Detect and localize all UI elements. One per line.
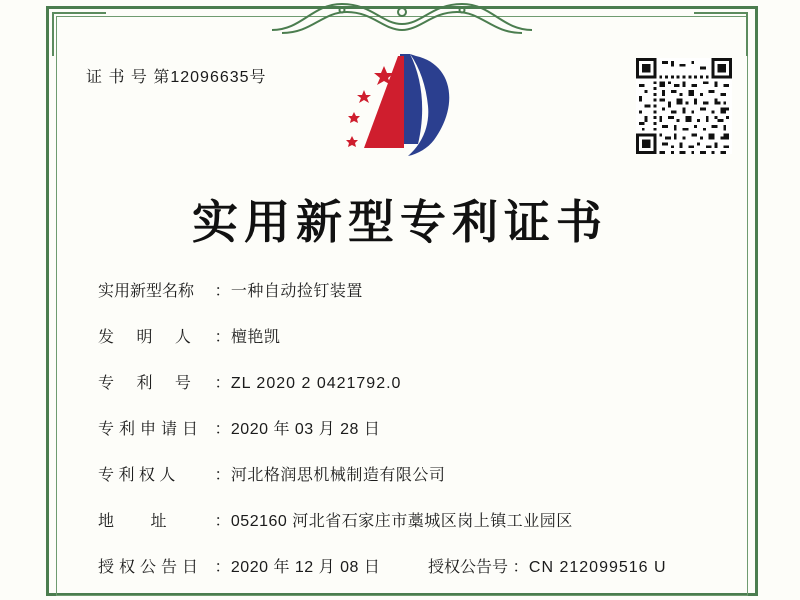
field-value: 2020 年 12 月 08 日 <box>230 559 381 576</box>
field-label: 专利申请日 <box>98 421 204 438</box>
field-colon: ： <box>214 421 231 438</box>
field-list <box>98 278 738 600</box>
grant-announcement-number <box>428 554 667 577</box>
field-colon: ： <box>214 329 231 346</box>
field-value: 一种自动捡钉装置 <box>230 283 363 300</box>
field-row-patentee <box>98 462 738 508</box>
field-label: 专 利 权 人 <box>98 467 176 484</box>
corner-ornament-top-left <box>52 12 106 56</box>
field-colon: ： <box>214 467 231 484</box>
field-row-patent-number <box>98 370 738 416</box>
field-colon: ： <box>214 375 231 392</box>
field-label: 发 明 人 <box>98 329 200 346</box>
field-colon: ： <box>214 283 231 300</box>
certificate-number-label: 证 书 号 <box>86 69 148 86</box>
field-row-address <box>98 508 738 554</box>
field-value: 052160 河北省石家庄市藁城区岗上镇工业园区 <box>230 513 573 530</box>
field-label: 专 利 号 <box>98 375 200 392</box>
field-colon: ： <box>214 559 231 576</box>
cnipa-logo <box>330 48 470 160</box>
certificate-number-value: 第12096635号 <box>153 69 267 86</box>
field-value: ZL 2020 2 0421792.0 <box>230 375 402 392</box>
field-value: CN 212099516 U <box>528 559 667 576</box>
corner-ornament-top-right <box>694 12 748 56</box>
field-label: 地 址 <box>98 513 183 530</box>
top-flourish-ornament <box>272 0 532 34</box>
field-row-name <box>98 278 738 324</box>
field-row-application-date <box>98 416 738 462</box>
field-colon: ： <box>512 559 529 576</box>
certificate-number <box>86 64 267 87</box>
field-label: 授权公告日 <box>98 559 204 576</box>
field-label: 授权公告号 <box>428 559 509 576</box>
page-title: 实用新型专利证书 <box>192 195 608 249</box>
field-label: 实用新型名称 <box>98 283 195 300</box>
field-value: 2020 年 03 月 28 日 <box>230 421 381 438</box>
field-value: 河北格润思机械制造有限公司 <box>230 467 446 484</box>
qr-code <box>636 58 732 154</box>
field-colon: ： <box>214 513 231 530</box>
field-row-inventor <box>98 324 738 370</box>
field-value: 檀艳凯 <box>230 329 281 346</box>
field-row-grant-announcement <box>98 554 738 600</box>
